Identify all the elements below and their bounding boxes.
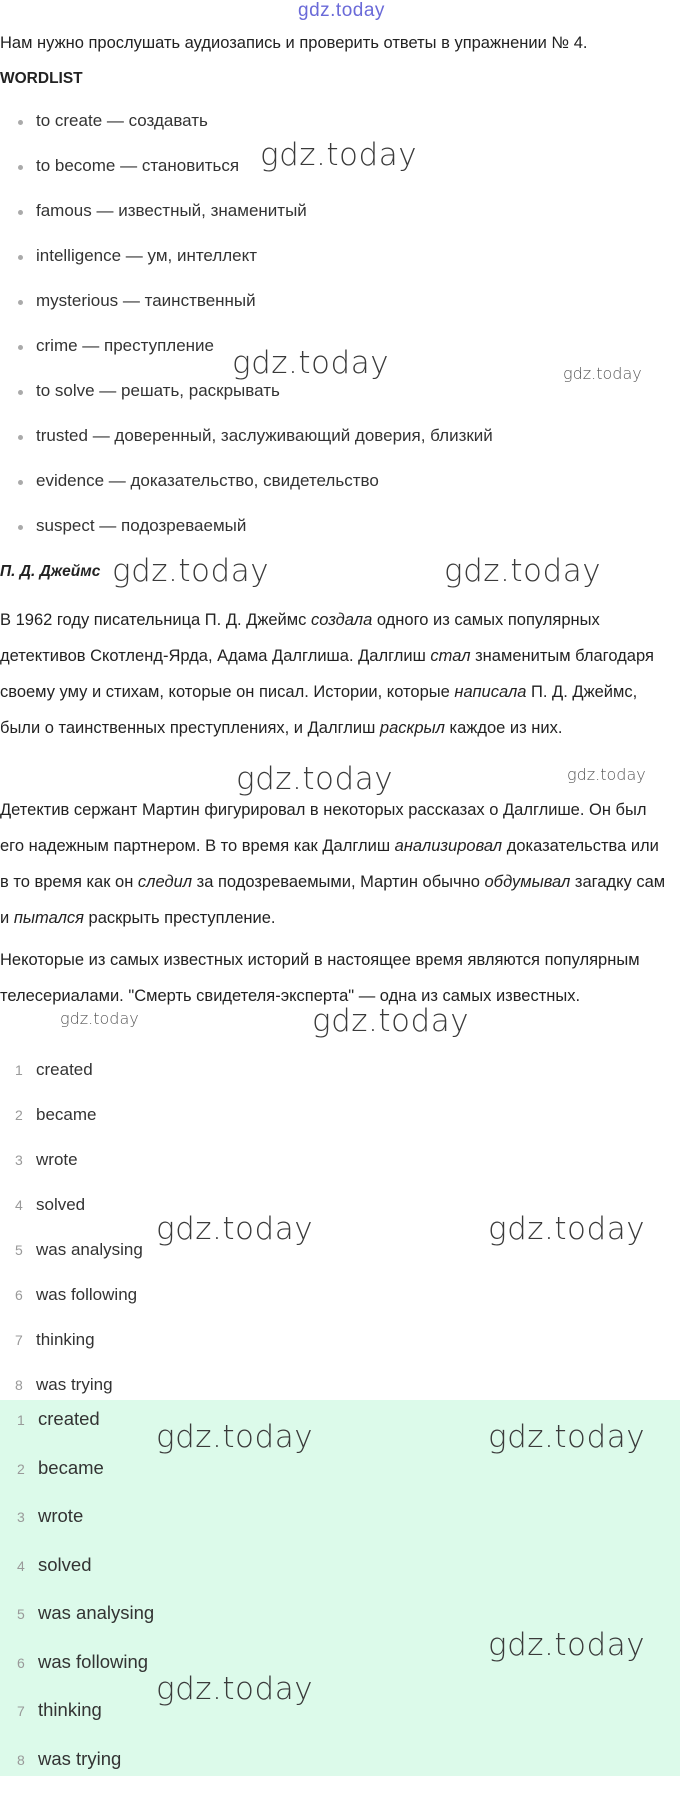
list-item [0, 1284, 143, 1329]
answer-text: became [36, 1105, 96, 1124]
list-item [0, 1239, 143, 1284]
list-item [0, 1104, 143, 1149]
list-item [0, 1748, 154, 1796]
answer-text: created [38, 1408, 100, 1429]
list-item [0, 1059, 143, 1104]
watermark: gdz.today [488, 1211, 645, 1247]
watermark: gdz.today [312, 1003, 469, 1039]
watermark: gdz.today [488, 1419, 645, 1455]
list-item: to solve — решать, раскрывать [0, 380, 493, 425]
watermark: gdz.today [60, 1009, 139, 1028]
answer-text: solved [36, 1195, 85, 1214]
text-run: знаменитым благодаря своему уму и стихам, которые он писал. Истории, которые [0, 647, 654, 701]
text-run: раскрыть преступление. [84, 909, 276, 927]
watermark: gdz.today [563, 364, 642, 383]
translation-paragraph-2 [0, 792, 672, 936]
item-number: 4 [15, 1194, 23, 1216]
top-watermark: gdz.today [298, 0, 385, 22]
watermark: gdz.today [156, 1671, 313, 1707]
item-number: 1 [17, 1409, 25, 1431]
answer-text: thinking [36, 1330, 95, 1349]
answer-text: was trying [36, 1375, 113, 1394]
text-run: П. Д. Джеймс, были о таинственных преступлениях, и Далглиш [0, 683, 637, 737]
answer-text: thinking [38, 1699, 102, 1720]
list-item: to become — становиться [0, 155, 493, 200]
item-number: 3 [17, 1506, 25, 1528]
emphasis: следил [138, 873, 192, 891]
list-item [0, 1408, 154, 1457]
watermark: gdz.today [232, 345, 389, 381]
answer-text: became [38, 1457, 104, 1478]
answer-text: was trying [38, 1748, 121, 1769]
item-number: 7 [15, 1329, 23, 1351]
list-item [0, 1651, 154, 1700]
watermark: gdz.today [444, 553, 601, 589]
author-heading: П. Д. Джеймс [0, 563, 100, 581]
list-item [0, 1149, 143, 1194]
answer-text: created [36, 1060, 93, 1079]
list-item: to create — создавать [0, 110, 493, 155]
answer-text: wrote [36, 1150, 78, 1169]
list-item: mysterious — таинственный [0, 290, 493, 335]
item-number: 5 [17, 1603, 25, 1625]
text-run: за подозреваемыми, Мартин обычно [192, 873, 484, 891]
emphasis: создала [311, 611, 372, 629]
intro-text: Нам нужно прослушать аудиозапись и проверить ответы в упражнении № 4. [0, 34, 587, 53]
answer-text: solved [38, 1554, 91, 1575]
translation-paragraph-1 [0, 602, 672, 746]
item-number: 2 [17, 1458, 25, 1480]
wordlist-heading: WORDLIST [0, 70, 83, 88]
answer-text: was analysing [36, 1240, 143, 1259]
text-run: каждое из них. [445, 719, 562, 737]
emphasis: обдумывал [484, 873, 570, 891]
text-run: загадку сам и [0, 873, 665, 927]
watermark: gdz.today [260, 137, 417, 173]
watermark: gdz.today [112, 553, 269, 589]
list-item [0, 1699, 154, 1748]
item-number: 1 [15, 1059, 23, 1081]
watermark: gdz.today [488, 1627, 645, 1663]
list-item [0, 1457, 154, 1506]
text-run: доказательства или в то время как он [0, 837, 659, 891]
emphasis: стал [430, 647, 470, 665]
wordlist [0, 110, 493, 560]
list-item: evidence — доказательство, свидетельство [0, 470, 493, 515]
list-item [0, 1554, 154, 1603]
list-item [0, 1602, 154, 1651]
item-number: 8 [17, 1749, 25, 1771]
item-number: 3 [15, 1149, 23, 1171]
emphasis: пытался [14, 909, 84, 927]
watermark: gdz.today [156, 1211, 313, 1247]
item-number: 5 [15, 1239, 23, 1261]
list-item [0, 1505, 154, 1554]
watermark: gdz.today [156, 1419, 313, 1455]
list-item: crime — преступление [0, 335, 493, 380]
text-run: В 1962 году писательница П. Д. Джеймс [0, 611, 311, 629]
list-item [0, 1194, 143, 1239]
item-number: 7 [17, 1700, 25, 1722]
item-number: 8 [15, 1374, 23, 1396]
watermark: gdz.today [236, 761, 393, 797]
answer-text: was following [38, 1651, 148, 1672]
answer-text: was analysing [38, 1602, 154, 1623]
emphasis: анализировал [395, 837, 502, 855]
item-number: 4 [17, 1555, 25, 1577]
answer-text: wrote [38, 1505, 83, 1526]
answer-list [0, 1059, 143, 1419]
translation-paragraph-3: Некоторые из самых известных историй в настоящее время являются популярным телесериалами. "Смерть свидетеля-эксперта" — одна из самых известных. [0, 942, 672, 1014]
list-item: suspect — подозреваемый [0, 515, 493, 560]
highlighted-answer-list [0, 1408, 154, 1796]
list-item [0, 1329, 143, 1374]
text-run: одного из самых популярных детективов Скотленд-Ярда, Адама Далглиша. Далглиш [0, 611, 600, 665]
item-number: 2 [15, 1104, 23, 1126]
answer-text: was following [36, 1285, 137, 1304]
text-run: Детектив сержант Мартин фигурировал в некоторых рассказах о Далглише. Он был его надежным партнером. В то время как Далглиш [0, 801, 647, 855]
list-item: famous — известный, знаменитый [0, 200, 493, 245]
item-number: 6 [15, 1284, 23, 1306]
watermark: gdz.today [567, 765, 646, 784]
emphasis: раскрыл [380, 719, 445, 737]
list-item: trusted — доверенный, заслуживающий доверия, близкий [0, 425, 493, 470]
emphasis: написала [454, 683, 526, 701]
list-item: intelligence — ум, интеллект [0, 245, 493, 290]
item-number: 6 [17, 1652, 25, 1674]
